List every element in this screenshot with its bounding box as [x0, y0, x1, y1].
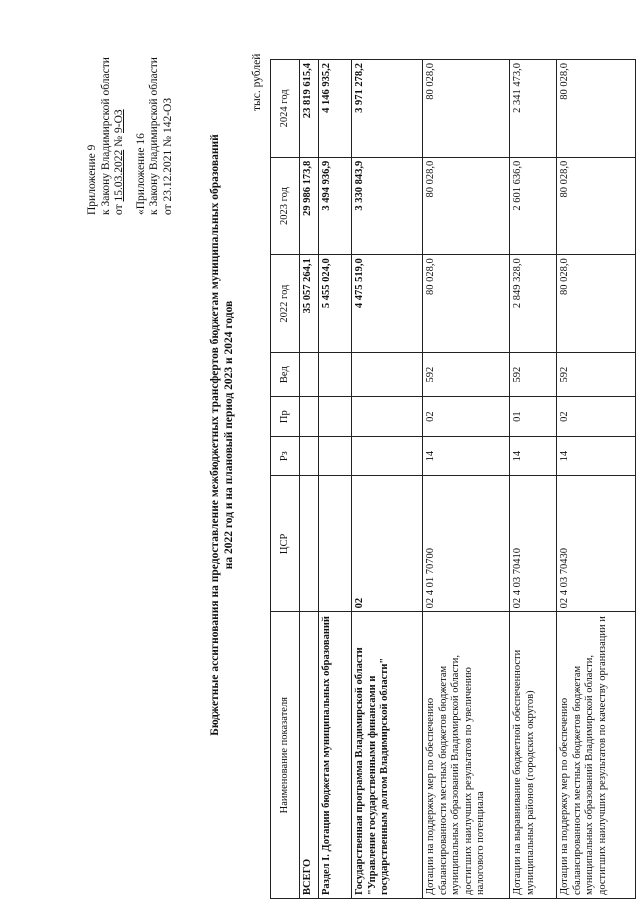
cell-ved: 592 — [557, 352, 636, 396]
cell-2023: 2 601 636,0 — [510, 157, 557, 255]
appendix-date: 15.03.2022 — [113, 149, 125, 202]
header-2024: 2024 год — [271, 60, 300, 158]
appendix-line-1: Приложение 9 — [86, 144, 98, 215]
budget-table — [270, 59, 636, 899]
header-ved: Вед — [271, 352, 300, 396]
header-csr: ЦСР — [271, 476, 300, 612]
cell-ved: 592 — [423, 352, 510, 396]
cell-pr: 02 — [423, 397, 510, 437]
cell-rz — [352, 436, 423, 476]
appendix-block — [86, 5, 175, 215]
appendix-line-4: «Приложение 16 — [134, 133, 147, 215]
cell-csr — [319, 476, 352, 612]
appendix-line-3: от 15.03.2022 № 9-ОЗ — [113, 109, 125, 215]
appendix-line-2: к Закону Владимирской области — [99, 57, 112, 215]
cell-name: Дотации на поддержку мер по обеспечению сбалансированности местных бюджетов бюджетам муниципальных образований Владимирской области, достигших наилучших результатов по увеличению налогового потенциала — [423, 612, 510, 899]
cell-ved: 592 — [510, 352, 557, 396]
cell-csr: 02 — [352, 476, 423, 612]
cell-csr — [300, 476, 319, 612]
table-row-program — [352, 60, 423, 899]
table-row — [557, 60, 636, 899]
document-title: Бюджетные ассигнования на предоставление межбюджетных трансфертов бюджетам муниципальных образований на 2022 год и на плановый период 2023 и 2024 годов — [209, 134, 235, 736]
cell-2023: 80 028,0 — [423, 157, 510, 255]
cell-name: Раздел I. Дотации бюджетам муниципальных образований — [319, 612, 352, 899]
appendix-line-6: от 23.12.2021 № 142-ОЗ — [161, 97, 174, 215]
cell-2022: 35 057 264,1 — [300, 255, 319, 353]
cell-csr: 02 4 01 70700 — [423, 476, 510, 612]
cell-csr: 02 4 03 70410 — [510, 476, 557, 612]
cell-2024: 80 028,0 — [423, 60, 510, 158]
cell-2022: 4 475 519,0 — [352, 255, 423, 353]
units-label: тыс. рублей — [251, 53, 263, 111]
table-row — [423, 60, 510, 899]
cell-ved — [352, 352, 423, 396]
cell-2022: 2 849 328,0 — [510, 255, 557, 353]
cell-2024: 3 971 278,2 — [352, 60, 423, 158]
appendix-line-5: к Закону Владимирской области — [148, 57, 160, 215]
cell-2023: 3 494 936,9 — [319, 157, 352, 255]
header-pr: Пр — [271, 397, 300, 437]
header-rz: Рз — [271, 436, 300, 476]
cell-pr: 01 — [510, 397, 557, 437]
cell-2022: 80 028,0 — [423, 255, 510, 353]
cell-2023: 29 986 173,8 — [300, 157, 319, 255]
cell-2023: 3 330 843,9 — [352, 157, 423, 255]
cell-rz: 14 — [557, 436, 636, 476]
cell-pr — [300, 397, 319, 437]
cell-ved — [319, 352, 352, 396]
cell-rz — [300, 436, 319, 476]
cell-2024: 4 146 935,2 — [319, 60, 352, 158]
table-header-row — [271, 60, 300, 899]
cell-pr: 02 — [557, 397, 636, 437]
cell-name: Государственная программа Владимирской области "Управление государственными финансами и государственным долгом Владимирской области" — [352, 612, 423, 899]
cell-2022: 80 028,0 — [557, 255, 636, 353]
cell-name: ВСЕГО — [300, 612, 319, 899]
table-row — [510, 60, 557, 899]
header-2022: 2022 год — [271, 255, 300, 353]
cell-2024: 2 341 473,0 — [510, 60, 557, 158]
cell-2023: 80 028,0 — [557, 157, 636, 255]
header-2023: 2023 год — [271, 157, 300, 255]
cell-rz — [319, 436, 352, 476]
cell-pr — [352, 397, 423, 437]
cell-2022: 5 455 024,0 — [319, 255, 352, 353]
cell-pr — [319, 397, 352, 437]
cell-2024: 80 028,0 — [557, 60, 636, 158]
cell-csr: 02 4 03 70430 — [557, 476, 636, 612]
header-name: Наименование показателя — [271, 612, 300, 899]
table-row-total — [300, 60, 319, 899]
cell-name: Дотации на поддержку мер по обеспечению сбалансированности местных бюджетов бюджетам муниципальных образований Владимирской области, достигших наилучших результатов по качеству организации и — [557, 612, 636, 899]
cell-2024: 23 819 615,4 — [300, 60, 319, 158]
cell-ved — [300, 352, 319, 396]
cell-rz: 14 — [510, 436, 557, 476]
cell-rz: 14 — [423, 436, 510, 476]
table-row-section — [319, 60, 352, 899]
cell-name: Дотации на выравнивание бюджетной обеспеченности муниципальных районов (городских округов) — [510, 612, 557, 899]
appendix-number: 9-ОЗ — [113, 109, 125, 134]
